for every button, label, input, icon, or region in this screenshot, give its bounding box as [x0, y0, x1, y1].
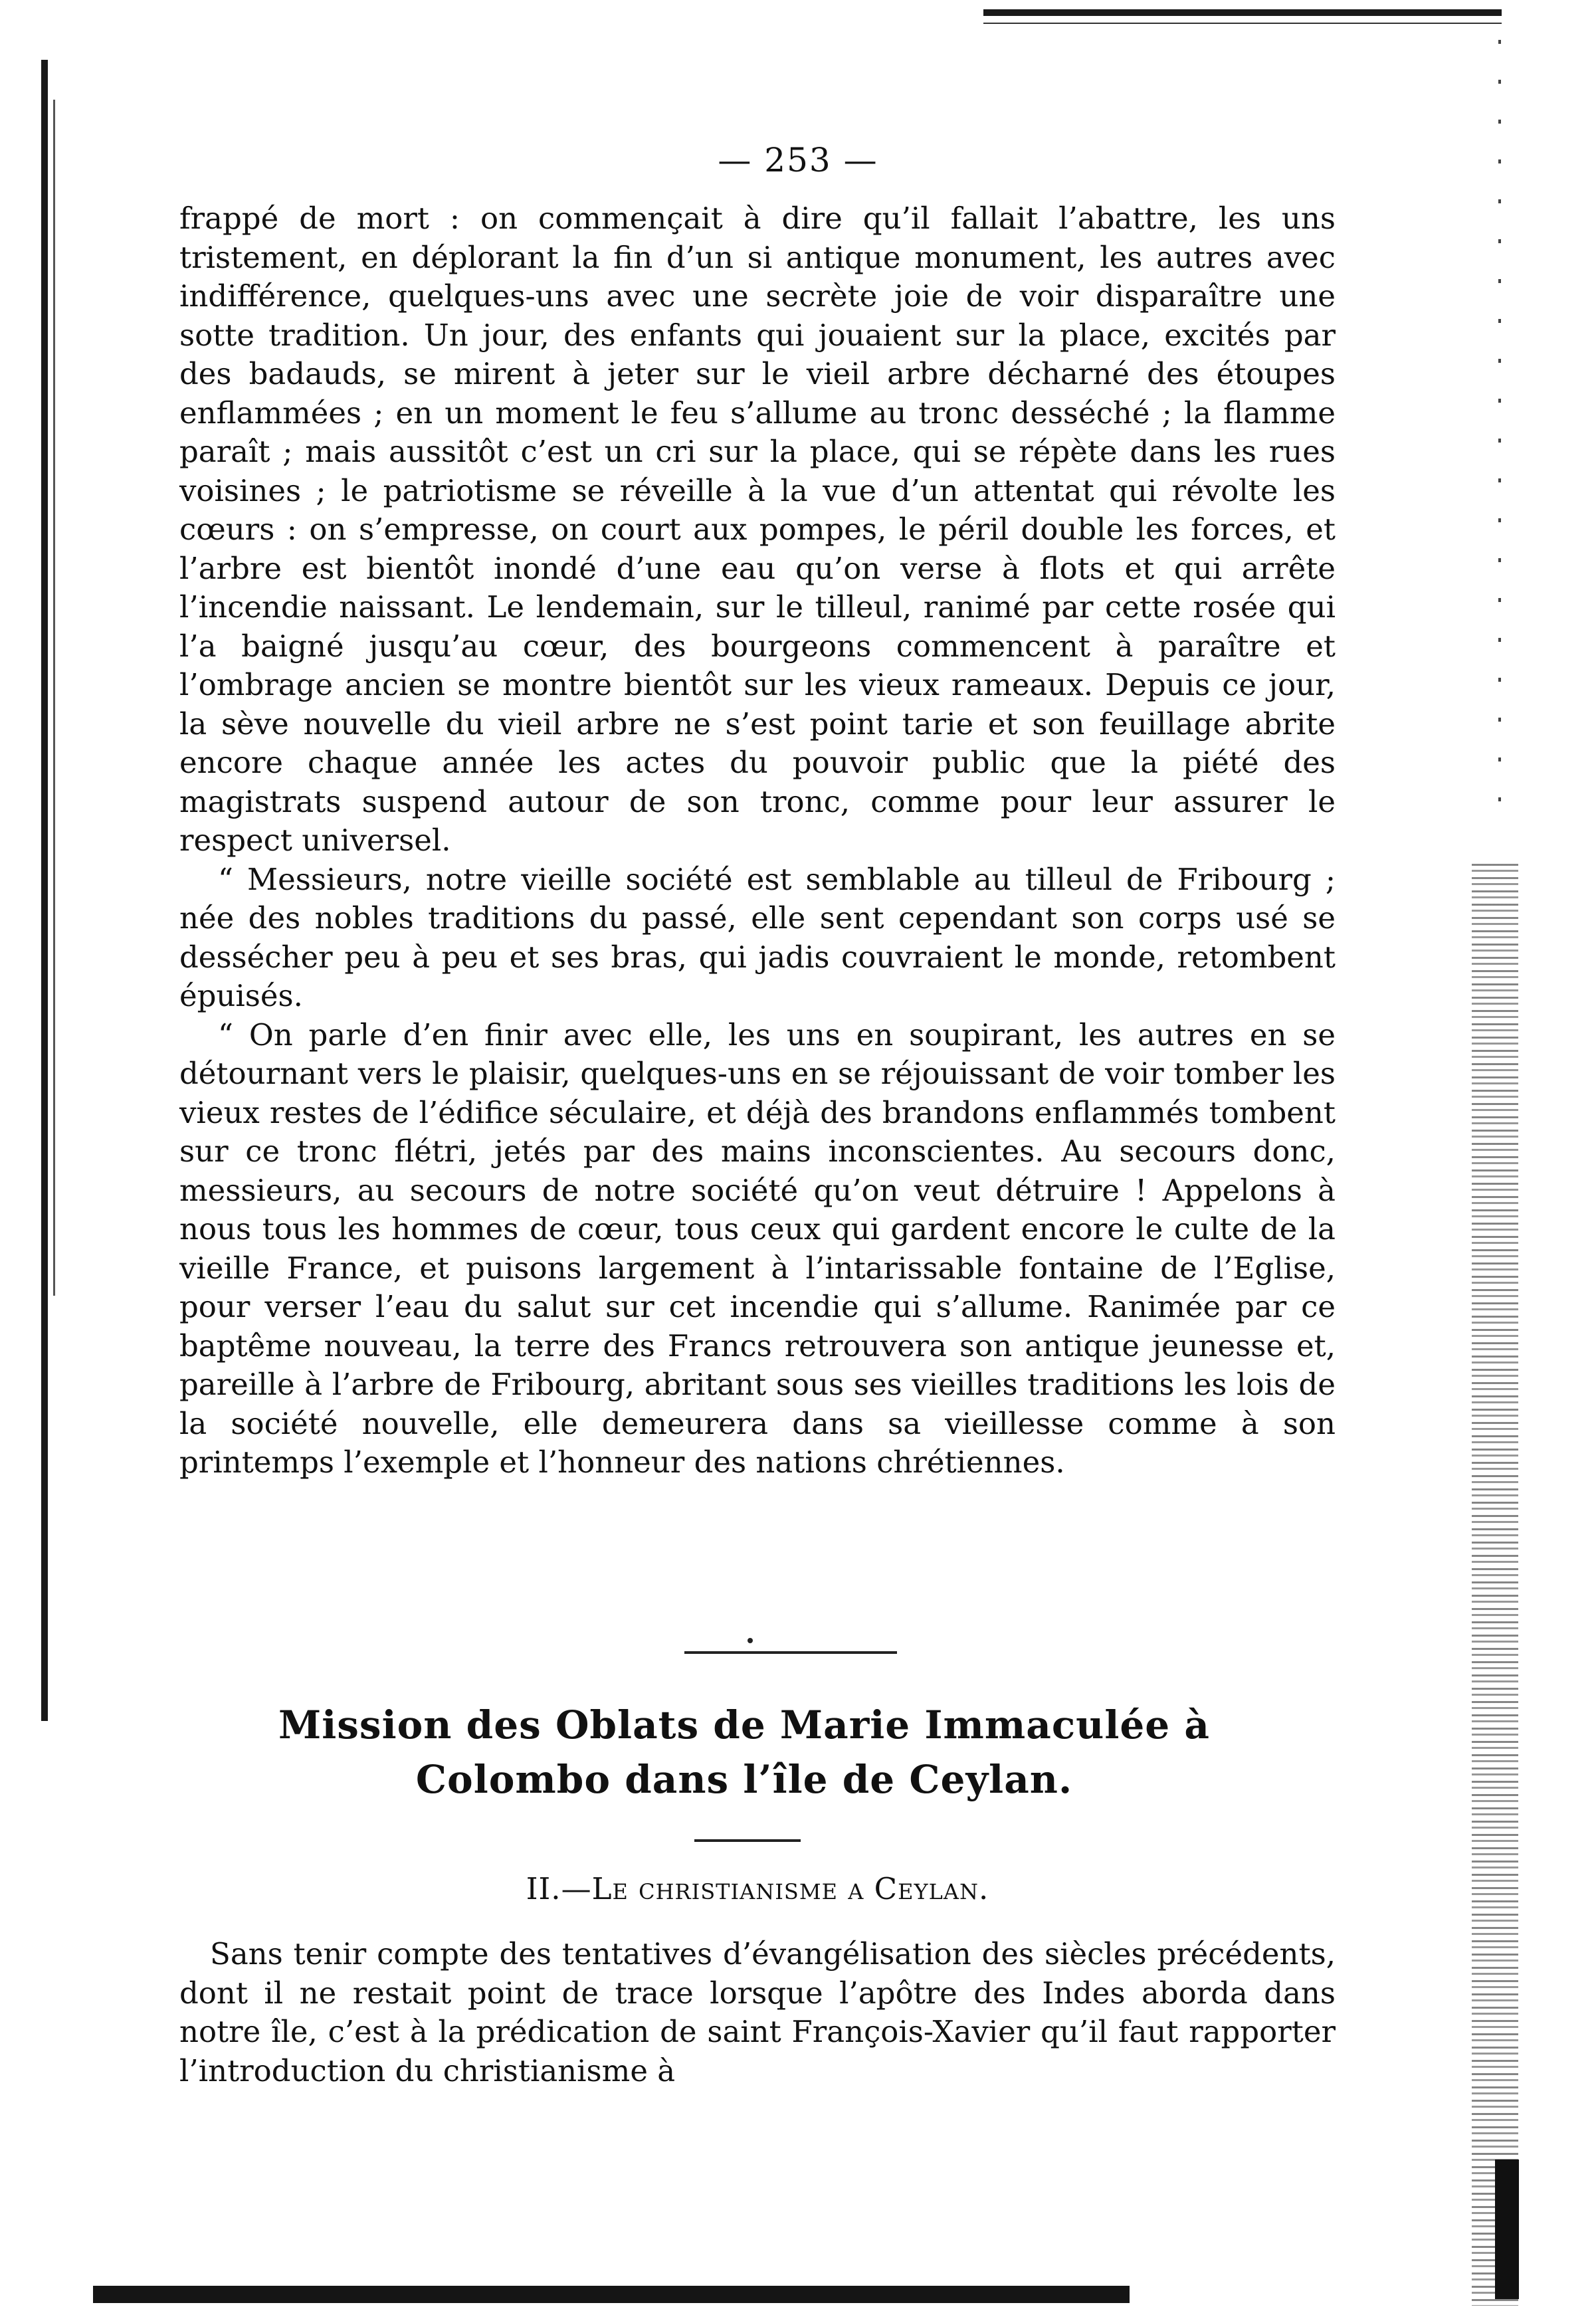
- body-text: [179, 199, 1336, 1482]
- title-underline-rule: [694, 1839, 801, 1842]
- scan-border-left-inner: [53, 100, 55, 1296]
- section-subtitle: II.—Le christianisme a Ceylan.: [526, 1871, 989, 1906]
- scan-border-right: [1472, 864, 1518, 2306]
- section-body: [179, 1935, 1336, 2090]
- scan-border-top-inner: [983, 23, 1502, 24]
- page-number: — 253 —: [718, 141, 878, 179]
- separator-dot: [748, 1638, 753, 1643]
- section-title: [159, 1698, 1329, 1807]
- paragraph-on-parle: “ On parle d’en finir avec elle, les uns en soupirant, les autres en se détournant vers le plaisir, quelques-uns en se réjouissant de voir tomber les vieux restes de l’édifice séculaire, et déjà des brandons enflammés tombent sur ce tronc flétri, jetés par des mains inconscientes. Au secours donc, messieurs, au secours de notre société qu’on veut détruire ! Appelons à nous tous les hommes de cœur, tous ceux qui gardent encore le culte de la vieille France, et puisons largement à l’intarissable fontaine de l’Eglise, pour verser l’eau du salut sur cet incendie qui s’allume. Ranimée par ce baptême nouveau, la terre des Francs retrouvera son antique jeunesse et, pareille à l’arbre de Fribourg, abritant sous ses vieilles traditions les lois de la société nouvelle, elle demeurera dans sa vieillesse comme à son printemps l’exemple et l’honneur des nations chrétiennes.: [179, 1017, 1336, 1480]
- scan-border-left: [41, 60, 48, 1721]
- paragraph-messieurs: “ Messieurs, notre vieille société est semblable au tilleul de Fribourg ; née des nobles traditions du passé, elle sent cependant son corps usé se dessécher peu à peu et ses bras, qui jadis couvraient le monde, retombent épuisés.: [179, 861, 1336, 1013]
- scan-border-right-corner: [1495, 2160, 1519, 2299]
- section-title-line-2: Colombo dans l’île de Ceylan.: [415, 1757, 1073, 1802]
- separator-rule: [684, 1651, 897, 1654]
- scan-border-top: [983, 9, 1502, 16]
- scan-border-bottom: [93, 2286, 1130, 2303]
- section-paragraph: Sans tenir compte des tentatives d’évangélisation des siècles précédents, dont il ne restait point de trace lorsque l’apôtre des Indes aborda dans notre île, c’est à la prédication de saint François-Xavier qu’il faut rapporter l’introduction du christianisme à: [179, 1936, 1336, 2088]
- paragraph-continuation: frappé de mort : on commençait à dire qu’il fallait l’abattre, les uns tristement, en déplorant la fin d’un si antique monument, les autres avec indifférence, quelques-uns avec une secrète joie de voir disparaître une sotte tradition. Un jour, des enfants qui jouaient sur la place, excités par des badauds, se mirent à jeter sur le vieil arbre décharné des étoupes enflammées ; en un moment le feu s’allume au tronc desséché ; la flamme paraît ; mais aussitôt c’est un cri sur la place, qui se répète dans les rues voisines ; le patriotisme se réveille à la vue d’un attentat qui révolte les cœurs : on s’empresse, on court aux pompes, le péril double les forces, et l’arbre est bientôt inondé d’une eau qu’on verse à flots et qui arrête l’incendie naissant. Le lendemain, sur le tilleul, ranimé par cette rosée qui l’a baigné jusqu’au cœur, des bourgeons commencent à paraître et l’ombrage ancien se montre bientôt sur les vieux rameaux. Depuis ce jour, la sève nouvelle du vieil arbre ne s’est point tarie et son feuillage abrite encore chaque année les actes du pouvoir public que la piété des magistrats suspend autour de son tronc, comme pour leur assurer le respect universel.: [179, 201, 1336, 858]
- section-title-line-1: Mission des Oblats de Marie Immaculée à: [278, 1702, 1210, 1748]
